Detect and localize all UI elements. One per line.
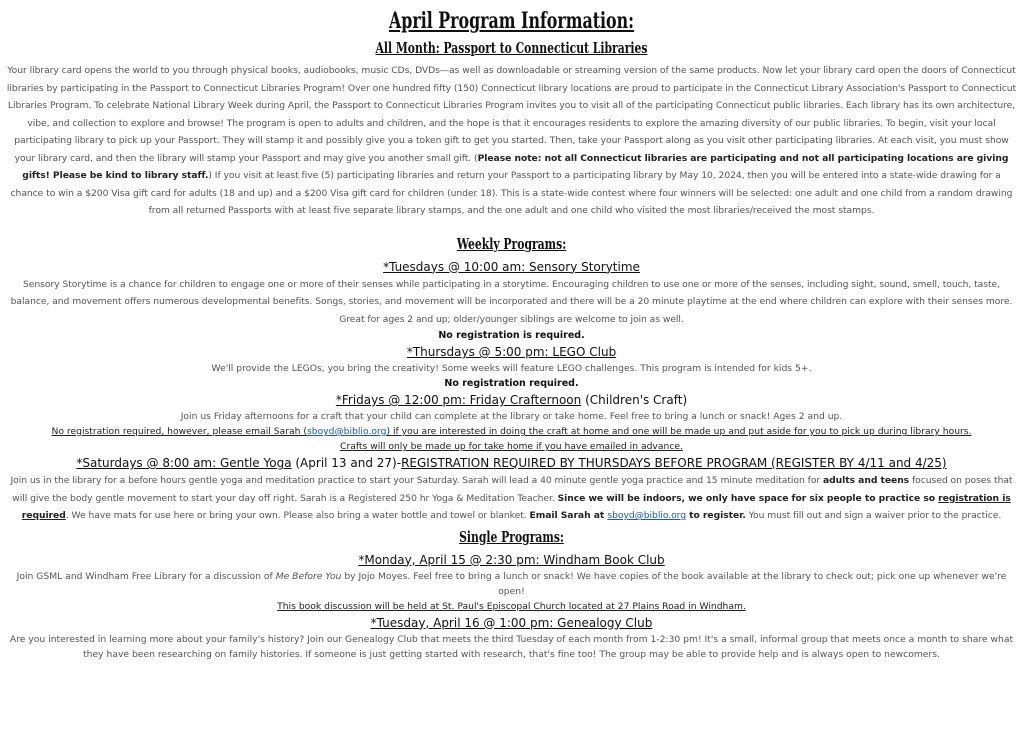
genealogy-description: Are you interested in learning more about your family's history? Join our Genealogy Club that meets the third Tuesday of each month from 1-2:30 pm! It's a small, informal group that meets once a month to share what they have been researching on family histories. If someone is just getting started with research, that's fine too! The group may be able to provide help and is always open to newcomers. (9, 633, 1014, 660)
lego-registration-note: No registration required. (444, 378, 579, 389)
storytime-description: Sensory Storytime is a chance for children to engage one or more of their senses while participating in a storytime. Encouraging children to use one or more of the senses, including sight, sound, smell, touch, taste, balance, and movement offers numerous developmental benefits. Songs, stories, and movement will be incorporated and there will be a 20 minute playtime at the end where children can explore with their senses more. Great for ages 2 and up; older/younger siblings are welcome to join as well. (10, 278, 1013, 325)
storytime-heading: *Tuesdays @ 10:00 am: Sensory Storytime (383, 259, 640, 274)
weekly-heading: Weekly Programs: (456, 234, 567, 253)
yoga-email-link[interactable]: sboyd@biblio.org (607, 510, 687, 521)
genealogy-heading: *Tuesday, April 16 @ 1:00 pm: Genealogy Club (370, 615, 653, 630)
lego-description: We'll provide the LEGOs, you bring the creativity! Some weeks will feature LEGO challenges. This program is intended for kids 5+. (211, 363, 812, 374)
single-heading: Single Programs: (459, 527, 564, 546)
bookclub-heading: *Monday, April 15 @ 2:30 pm: Windham Book Club (358, 552, 665, 567)
yoga-description: Join us in the library for a before hours gentle yoga and meditation practice to start your Saturday. Sarah will lead a 40 minute gentle yoga practice and 15 minute meditation for adults and teens focused on poses that will give the body gentle movement to start your day off right. Sarah is a Registered 250 hr Yoga & Meditation Teacher. Since we will be indoors, we only have space for six people to practice so registration is required. We have mats for use here or bring your own. Please also bring a water bottle and towel or blanket. Email Sarah at sboyd@biblio.org to register. You must fill out and sign a waiver prior to the practice. (10, 475, 1013, 521)
bookclub-description: Join GSML and Windham Free Library for a discussion of Me Before You by Jojo Moyes. Feel free to bring a lunch or snack! We have copies of the book available at the library to check out; pick one up whenever we're open! (16, 570, 1007, 597)
crafternoon-registration-note: No registration required, however, please email Sarah (sboyd@biblio.org) if you are interested in doing the craft at home and one will be made up and put aside for you to pick up during library hours. Crafts will only be made up for take home if you have emailed in advance. (51, 426, 972, 452)
sarah-email-link[interactable]: sboyd@biblio.org (306, 426, 387, 437)
lego-heading: *Thursdays @ 5:00 pm: LEGO Club (406, 345, 617, 359)
passport-heading: All Month: Passport to Connecticut Libraries (375, 39, 648, 57)
crafternoon-description: Join us Friday afternoons for a craft that your child can complete at the library or take home. Feel free to bring a lunch or snack! Ages 2 and up. (180, 411, 843, 422)
storytime-registration-note: No registration is required. (438, 330, 585, 341)
crafternoon-heading: *Fridays @ 12:00 pm: Friday Crafternoon (Children's Craft) (335, 393, 688, 407)
passport-description: Your library card opens the world to you through physical books, audiobooks, music CDs, DVDs—as well as downloadable or streaming version of the same products. Now let your library card open the doors of Connecticut libraries by participating in the Passport to Connecticut Libraries Program! Over one hundred fifty (150) Connecticut library locations are proud to participate in the Connecticut Library Association's Passport to Connecticut Libraries Program. To celebrate National Library Week during April, the Passport to Connecticut Libraries Program invites you to visit all of the participating Connecticut public libraries. Each library has its own architecture, vibe, and collection to explore and browse! The program is open to adults and children, and the hope is that it encourages residents to explore the amazing diversity of our public libraries. To begin, visit your local participating library to pick up your Passport. They will stamp it and possibly give you a token gift to get you started. Then, take your Passport along as you visit other participating libraries. At each visit, you must show your library card, and then the library will stamp your Passport and may give you another small gift. (Please note: not all Connecticut libraries are participating and not all participating locations are giving gifts! Please be kind to library staff.) If you visit at least five (5) participating libraries and return your Passport to a participating library by May 10, 2024, then you will be entered into a state-wide drawing for a chance to win a $200 Visa gift card for adults (18 and up) and a $200 Visa gift card for children (under 18). This is a state-wide contest where four winners will be selected: one adult and one child from a random drawing from all returned Passports with at least five separate library stamps, and the one adult and one child who visited the most libraries/received the most stamps. (6, 65, 1017, 216)
yoga-heading: *Saturdays @ 8:00 am: Gentle Yoga (April 13 and 27)-REGISTRATION REQUIRED BY THURSDAYS BEFORE PROGRAM (REGISTER BY 4/11 and 4/25) (76, 456, 947, 470)
page-title: April Program Information: (389, 8, 634, 34)
bookclub-location-note: This book discussion will be held at St. Paul's Episcopal Church located at 27 Plains Road in Windham. (277, 600, 746, 612)
